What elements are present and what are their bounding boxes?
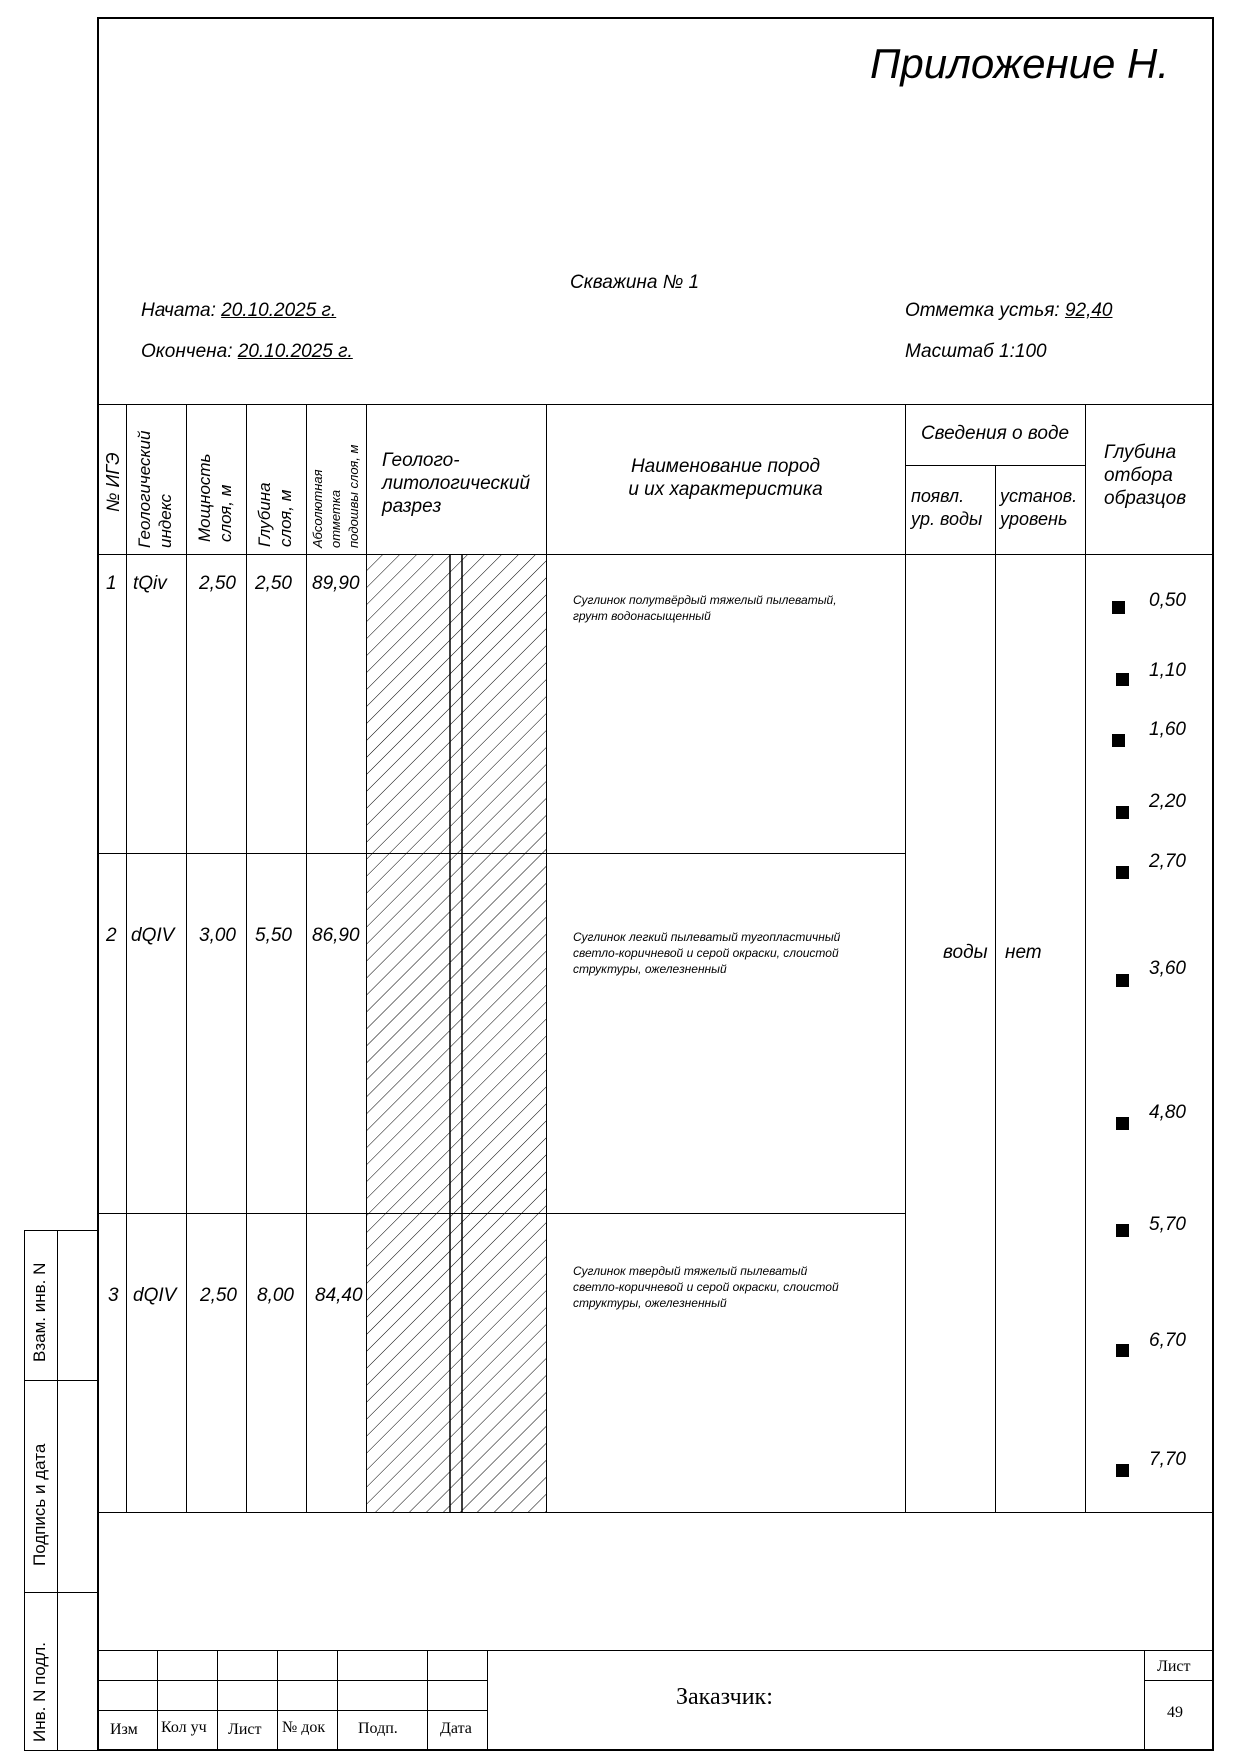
appendix-title: Приложение Н. [870,40,1170,87]
well-started: Начата: 20.10.2025 г. [141,300,337,321]
header-section: Геолого- литологический разрез [382,450,531,517]
stamp-col-6 [487,1650,488,1751]
col-sep-1 [126,404,127,1512]
well-title: Скважина № 1 [570,272,700,293]
layer-3-description: Суглинок твердый тяжелый пылеватый светло-коричневой и серой окраски, слоистой структуры, ожелезненный [573,1264,839,1310]
sample-marker [1116,1117,1129,1130]
col-sep-8 [995,465,996,1512]
table-top-line [97,404,1214,405]
sample-marker [1116,1224,1129,1237]
stamp-col-7 [1144,1650,1145,1751]
stamp-col-2 [217,1650,218,1751]
header-depth: Глубина слоя, м [255,482,295,547]
stamp-podp: Подп. [358,1720,398,1737]
layer-1-index: tQiv [133,573,167,594]
header-water-appear: появл. ур. воды [911,486,983,529]
sample-marker [1112,601,1125,614]
layer-3-number: 3 [108,1285,119,1306]
sample-depth: 1,10 [1149,660,1186,681]
sample-depth: 3,60 [1149,958,1186,979]
layer-2-index: dQIV [131,925,175,946]
layer-2-description: Суглинок легкий пылеватый тугопластичный светло-коричневой и серой окраски, слоистой структуры, ожелезненный [573,930,841,976]
sample-depth: 7,70 [1149,1449,1186,1470]
sample-marker [1116,806,1129,819]
sample-marker [1116,673,1129,686]
table-header-bottom-line [97,554,1214,555]
collar-value: 92,40 [1064,300,1113,321]
side-inv-podl: Инв. N подл. [30,1642,49,1742]
sample-depth: 2,20 [1149,791,1186,812]
sample-depth: 4,80 [1149,1102,1186,1123]
col-sep-4 [306,404,307,1512]
layer-2-number: 2 [106,925,117,946]
header-water: Сведения о воде [920,423,1070,444]
water-established-value: нет [1005,942,1042,963]
header-thickness: Мощность слоя, м [195,453,235,542]
stamp-izm: Изм [110,1721,138,1738]
layer-1-elevation: 89,90 [312,573,360,594]
header-sample-depth: Глубина отбора образцов [1104,442,1187,509]
sample-depth: 5,70 [1149,1214,1186,1235]
sample-depth: 6,70 [1149,1330,1186,1351]
side-stamp-line-1 [24,1380,97,1381]
collar-elevation: Отметка устья: 92,40 [905,300,1113,321]
col-sep-3 [246,404,247,1512]
stamp-row-line-2 [97,1710,487,1711]
sample-marker [1116,866,1129,879]
header-geo-index: Геологический индекс [135,430,175,548]
stamp-col-1 [157,1650,158,1751]
side-stamp-divider [57,1230,58,1751]
layer-1-description: Суглинок полутвёрдый тяжелый пылеватый, грунт водонасыщенный [573,593,837,623]
layer-3-depth: 8,00 [257,1285,294,1306]
side-podpis-data: Подпись и дата [30,1443,49,1566]
stamp-top-line [97,1650,1214,1651]
layer-2-depth: 5,50 [255,925,292,946]
well-finished: Окончена: 20.10.2025 г. [141,341,353,362]
scale: Масштаб 1:100 [905,341,1047,362]
col-sep-9 [1085,404,1086,1512]
sample-marker [1116,1464,1129,1477]
layer-1-thickness: 2,50 [199,573,236,594]
layer-2-thickness: 3,00 [199,925,236,946]
stamp-sheet-label: Лист [1157,1658,1191,1675]
sample-marker [1112,734,1125,747]
col-sep-7 [905,404,906,1512]
sample-depth: 1,60 [1149,719,1186,740]
layer-3-thickness: 2,50 [200,1285,237,1306]
stamp-ndoc: № док [282,1719,326,1736]
stamp-kol-uch: Кол уч [161,1719,207,1736]
layer-3-index: dQIV [133,1285,177,1306]
finished-date: 20.10.2025 г. [237,341,353,362]
header-rock-name: Наименование пород и их характеристика [628,456,823,500]
stamp-col-4 [337,1650,338,1751]
header-water-established: установ. уровень [1000,486,1078,529]
stamp-list: Лист [228,1721,262,1738]
stamp-customer: Заказчик: [676,1684,773,1710]
layer-2-elevation: 86,90 [312,925,360,946]
header-ige: № ИГЭ [103,452,123,512]
col-sep-6 [546,404,547,1512]
layer-1-depth: 2,50 [255,573,292,594]
stamp-sheet-number: 49 [1167,1704,1183,1721]
stamp-col-3 [277,1650,278,1751]
sample-depth: 0,50 [1149,590,1186,611]
side-stamp-line-2 [24,1592,97,1593]
lithology-section [366,554,546,1512]
stamp-data: Дата [440,1720,472,1737]
sample-depth: 2,70 [1149,851,1186,872]
started-date: 20.10.2025 г. [221,300,337,321]
col-sep-2 [186,404,187,1512]
stamp-col-5 [427,1650,428,1751]
water-appear-value: воды [943,942,988,963]
header-abs-elevation: Абсолютная отметка подошвы слоя, м [310,444,361,548]
stamp-row-line-1 [97,1680,487,1681]
stamp-sheet-line [1144,1680,1214,1681]
layer-3-elevation: 84,40 [315,1285,363,1306]
sample-marker [1116,1344,1129,1357]
side-vzam-inv: Взам. инв. N [30,1262,49,1362]
layer-1-number: 1 [106,573,117,594]
table-bottom-line [97,1512,1214,1513]
sample-marker [1116,974,1129,987]
